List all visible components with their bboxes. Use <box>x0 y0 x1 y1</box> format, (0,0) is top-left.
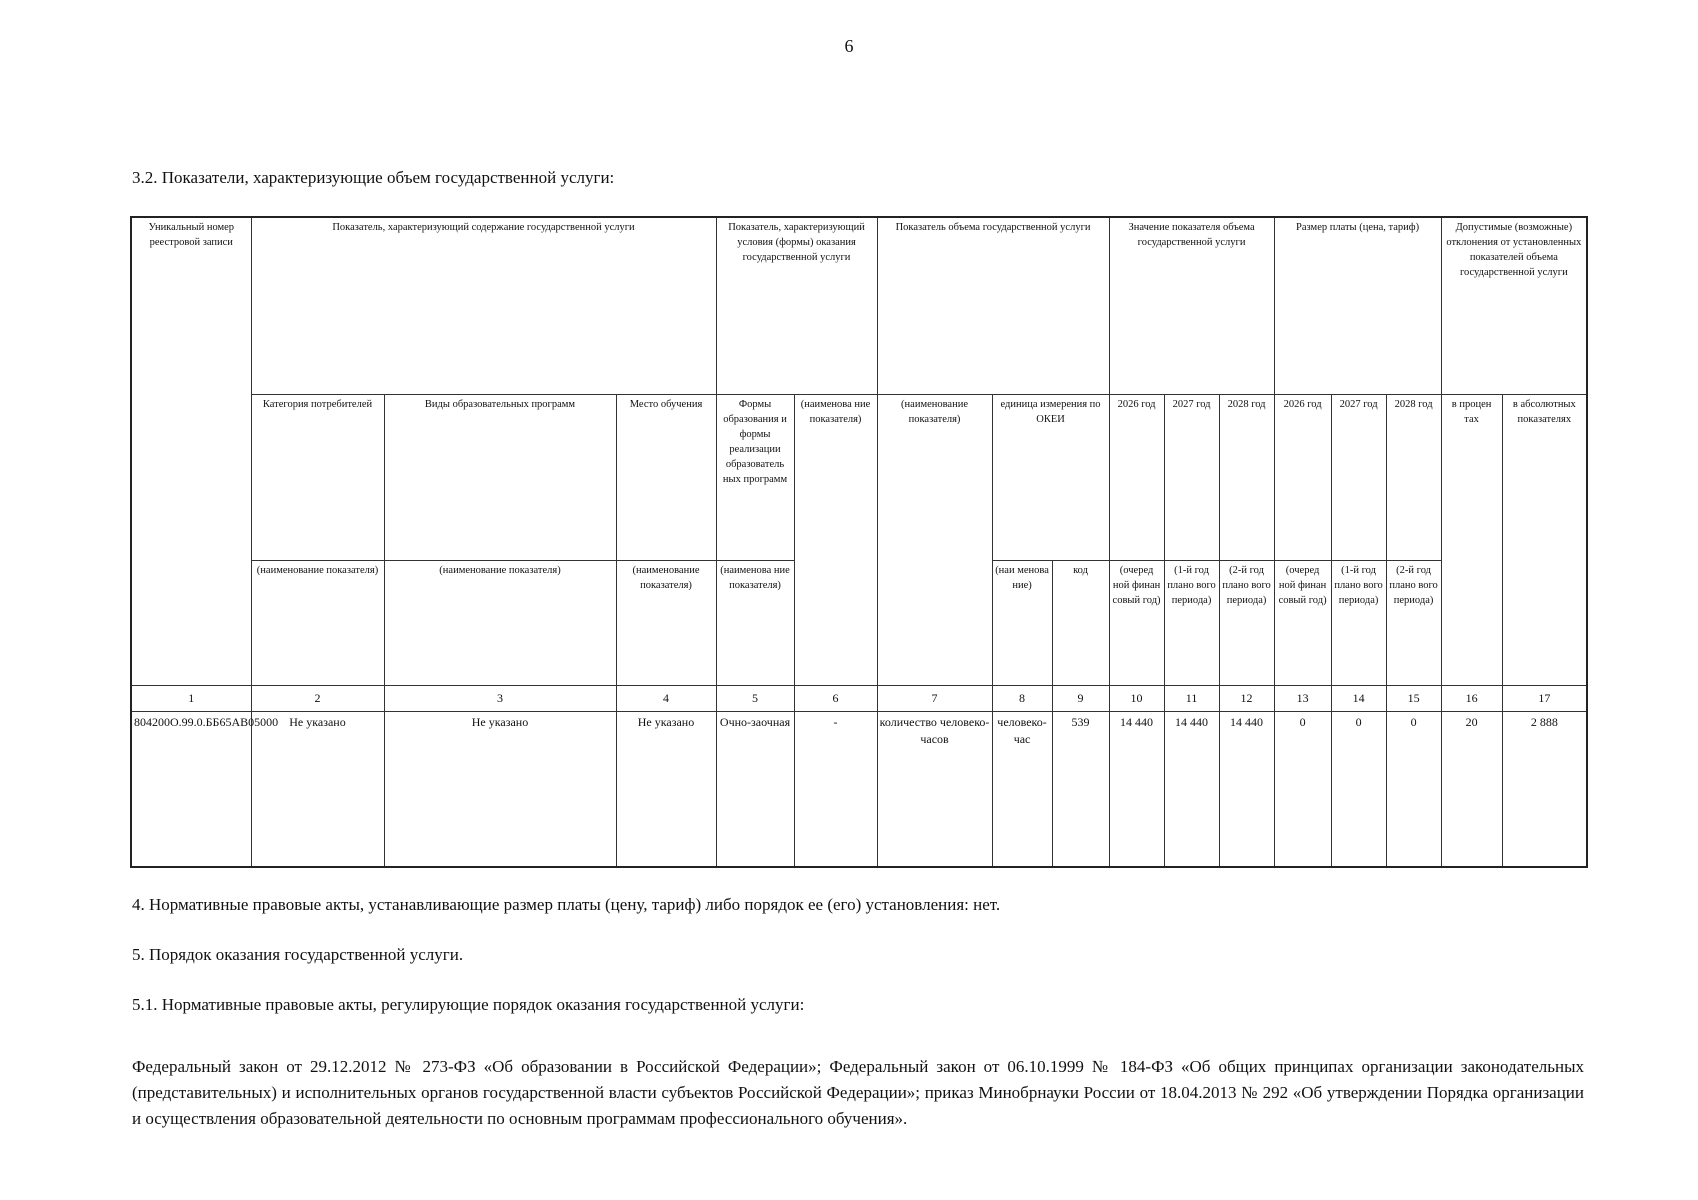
sub-unit-name: (наи менова ние) <box>992 561 1052 686</box>
col-number: 4 <box>616 686 716 712</box>
header-place: Место обучения <box>616 394 716 560</box>
header-volume-name: (наименование показателя) <box>877 394 992 685</box>
header-percent: в процен тах <box>1441 394 1502 685</box>
column-number-row <box>131 686 1587 712</box>
header-fee-2027: 2027 год <box>1331 394 1386 560</box>
page-number: 6 <box>844 36 854 56</box>
col-number: 1 <box>131 686 251 712</box>
cell-condition-name: - <box>794 712 877 867</box>
col-number: 9 <box>1052 686 1109 712</box>
cell-unit-name: человеко-час <box>992 712 1052 867</box>
cell-value-2027: 14 440 <box>1164 712 1219 867</box>
header-forms: Формы образования и формы реализации образователь ных программ <box>716 394 794 560</box>
volume-indicators-table <box>130 216 1588 868</box>
cell-form: Очно-заочная <box>716 712 794 867</box>
col-number: 7 <box>877 686 992 712</box>
col-number: 13 <box>1274 686 1331 712</box>
cell-category: Не указано <box>251 712 384 867</box>
sub-category-name: (наименование показателя) <box>251 561 384 686</box>
col-number: 16 <box>1441 686 1502 712</box>
section-5-heading: 5. Порядок оказания государственной услуги. <box>132 945 464 964</box>
sub-value-current: (очеред ной финан совый год) <box>1109 561 1164 686</box>
header-value-2028: 2028 год <box>1219 394 1274 560</box>
section-3-2-heading: 3.2. Показатели, характеризующие объем государственной услуги: <box>132 168 615 187</box>
header-unique-number: Уникальный номер реестровой записи <box>131 217 251 686</box>
sub-place-name: (наименование показателя) <box>616 561 716 686</box>
cell-place: Не указано <box>616 712 716 867</box>
cell-unique-number: 804200О.99.0.ББ65АВ05000 <box>131 712 251 867</box>
cell-fee-2028: 0 <box>1386 712 1441 867</box>
col-number: 17 <box>1502 686 1587 712</box>
header-volume-value: Значение показателя объема государственной услуги <box>1109 217 1274 394</box>
header-programs: Виды образовательных программ <box>384 394 616 560</box>
header-absolute: в абсолютных показателях <box>1502 394 1587 685</box>
col-number: 11 <box>1164 686 1219 712</box>
cell-unit-code: 539 <box>1052 712 1109 867</box>
cell-deviation-absolute: 2 888 <box>1502 712 1587 867</box>
header-value-2027: 2027 год <box>1164 394 1219 560</box>
col-number: 14 <box>1331 686 1386 712</box>
law-references-paragraph: Федеральный закон от 29.12.2012 № 273-ФЗ «Об образовании в Российской Федерации»; Федеральный закон от 06.10.1999 № 184-ФЗ «Об общих принципах организации законодательных (представительных) и исполнительных органов государственной власти субъектов Российской Федерации»; приказ Минобрнауки России от 18.04.2013 № 292 «Об утверждении Порядка организации и осуществления образовательной деятельности по основным программам профессионального обучения». <box>132 1057 1584 1128</box>
header-fee-2028: 2028 год <box>1386 394 1441 560</box>
cell-fee-2027: 0 <box>1331 712 1386 867</box>
cell-value-2026: 14 440 <box>1109 712 1164 867</box>
section-4-text: 4. Нормативные правовые акты, устанавливающие размер платы (цену, тариф) либо порядок ее (его) установления: нет. <box>132 895 1001 914</box>
cell-fee-2026: 0 <box>1274 712 1331 867</box>
col-number: 3 <box>384 686 616 712</box>
sub-value-second: (2-й год плано вого периода) <box>1219 561 1274 686</box>
cell-indicator: количество человеко-часов <box>877 712 992 867</box>
header-volume-indicator: Показатель объема государственной услуги <box>877 217 1109 394</box>
col-number: 10 <box>1109 686 1164 712</box>
col-number: 5 <box>716 686 794 712</box>
header-fee: Размер платы (цена, тариф) <box>1274 217 1441 394</box>
sub-fee-second: (2-й год плано вого периода) <box>1386 561 1441 686</box>
header-conditions-indicator: Показатель, характеризующий условия (формы) оказания государственной услуги <box>716 217 877 394</box>
header-content-indicator: Показатель, характеризующий содержание государственной услуги <box>251 217 716 394</box>
sub-value-first: (1-й год плано вого периода) <box>1164 561 1219 686</box>
sub-programs-name: (наименование показателя) <box>384 561 616 686</box>
col-number: 12 <box>1219 686 1274 712</box>
header-deviation: Допустимые (возможные) отклонения от установленных показателей объема государственной услуги <box>1441 217 1587 394</box>
section-5-1-heading: 5.1. Нормативные правовые акты, регулирующие порядок оказания государственной услуги: <box>132 995 805 1014</box>
sub-fee-current: (очеред ной финан совый год) <box>1274 561 1331 686</box>
table-row <box>131 712 1587 867</box>
header-value-2026: 2026 год <box>1109 394 1164 560</box>
col-number: 6 <box>794 686 877 712</box>
col-number: 15 <box>1386 686 1441 712</box>
col-number: 8 <box>992 686 1052 712</box>
header-condition-name: (наименова ние показателя) <box>794 394 877 685</box>
cell-deviation-percent: 20 <box>1441 712 1502 867</box>
sub-fee-first: (1-й год плано вого периода) <box>1331 561 1386 686</box>
cell-programs: Не указано <box>384 712 616 867</box>
sub-unit-code: код <box>1052 561 1109 686</box>
header-unit: единица измерения по ОКЕИ <box>992 394 1109 560</box>
header-fee-2026: 2026 год <box>1274 394 1331 560</box>
sub-forms-name: (наименова ние показателя) <box>716 561 794 686</box>
col-number: 2 <box>251 686 384 712</box>
cell-value-2028: 14 440 <box>1219 712 1274 867</box>
header-category: Категория потребителей <box>251 394 384 560</box>
